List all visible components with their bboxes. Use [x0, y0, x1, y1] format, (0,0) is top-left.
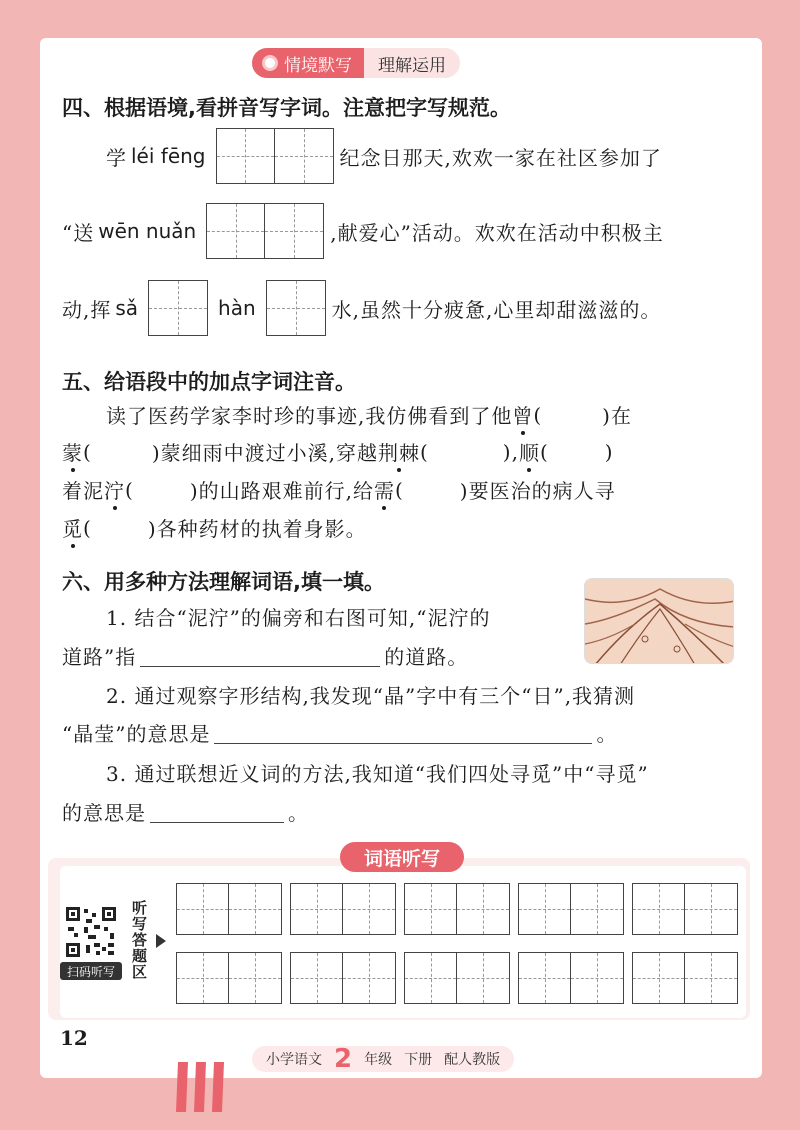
arrow-right-icon [156, 934, 166, 948]
section5-heading: 五、给语段中的加点字词注音。 [62, 370, 356, 394]
text: “送 [62, 220, 95, 245]
q2-line1: 2. 通过观察字形结构,我发现“晶”字中有三个“日”,我猜测 [106, 684, 636, 708]
paren: ( [533, 402, 543, 427]
tab-label: 理解运用 [378, 55, 446, 76]
answer-line[interactable] [140, 645, 380, 667]
answer-grid[interactable] [206, 203, 324, 259]
q3-line2 [62, 797, 309, 826]
section4-heading: 四、根据语境,看拼音写字词。注意把字写规范。 [62, 96, 511, 120]
paren: ( [394, 477, 404, 502]
dictation-grid[interactable] [404, 952, 510, 1004]
dictation-tab[interactable]: 词语听写 [340, 842, 464, 872]
text: 的道路。 [384, 645, 469, 669]
answer-grid[interactable] [266, 280, 326, 336]
text: 的意思是 [62, 801, 146, 825]
tab-label: 情境默写 [284, 55, 352, 76]
dotted-char: 顺 [519, 437, 540, 466]
dotted-char: 曾 [512, 400, 533, 429]
footer-subject: 小学语文 [266, 1052, 322, 1068]
text: 读了医药学家李时珍的事迹,我仿佛看到了他 [106, 404, 513, 428]
text: 纪念日那天,欢欢一家在社区参加了 [339, 145, 662, 170]
footer-label [252, 1046, 514, 1072]
top-tabs [252, 48, 460, 78]
decorative-bars [174, 1062, 228, 1112]
dictation-grid[interactable] [518, 883, 624, 935]
dictation-area-label: 听写答题区 [132, 899, 148, 981]
paren: ( [83, 515, 92, 540]
text: )各种药材的执着身影。 [147, 517, 367, 541]
dictation-grid[interactable] [404, 883, 510, 935]
text: 。 [288, 801, 309, 825]
section5-line4 [62, 513, 367, 542]
dotted-char: 需 [374, 475, 395, 504]
text: 。 [596, 722, 618, 746]
pinyin: sǎ [115, 296, 139, 320]
paren: ( [83, 439, 92, 464]
text: ,献爱心”活动。欢欢在活动中积极主 [330, 220, 664, 245]
dotted-char: 泞 [104, 475, 125, 504]
page-number: 12 [60, 1026, 88, 1050]
pinyin: hàn [218, 296, 256, 320]
dictation-grid[interactable] [632, 952, 738, 1004]
section4-line3 [62, 280, 661, 336]
paren: ( [125, 477, 134, 502]
footer-grade-suffix: 年级 [364, 1052, 393, 1068]
dictation-grid[interactable] [176, 883, 282, 935]
text: ), [502, 439, 519, 464]
q1-line1: 1. 结合“泥泞”的偏旁和右图可知,“泥泞的 [106, 606, 491, 630]
dotted-char: 觅 [62, 513, 83, 542]
tab-understanding[interactable] [364, 48, 460, 78]
qr-code-icon[interactable] [64, 905, 118, 959]
scan-label[interactable]: 扫码听写 [60, 962, 122, 980]
section6-heading: 六、用多种方法理解词语,填一填。 [62, 570, 385, 594]
tab-situational-dictation[interactable] [252, 48, 364, 78]
answer-grid[interactable] [216, 128, 334, 184]
pinyin: wēn nuǎn [98, 219, 197, 243]
text: 动,挥 [62, 297, 112, 322]
paren: ( [419, 439, 429, 464]
text: 着 [62, 479, 83, 503]
answer-line[interactable] [150, 801, 284, 823]
text: )要医治的病人寻 [459, 479, 616, 503]
dictation-grid[interactable] [632, 883, 738, 935]
section4-line1 [62, 128, 662, 184]
dictation-grid[interactable] [176, 952, 282, 1004]
section4-line2 [62, 203, 664, 259]
q2-line2 [62, 718, 617, 747]
text: 水,虽然十分疲惫,心里却甜滋滋的。 [331, 297, 662, 322]
section5-line3 [62, 475, 616, 504]
muddy-road-illustration [584, 578, 734, 664]
footer-grade: 2 [334, 1044, 353, 1074]
q1-line2 [62, 641, 468, 670]
text: )在 [602, 404, 632, 428]
answer-grid[interactable] [148, 280, 208, 336]
dotted-char: 蒙 [62, 437, 83, 466]
text: )蒙细雨中渡过小溪,穿越 [151, 441, 378, 465]
paren: ) [604, 439, 614, 464]
section5-line2 [62, 437, 614, 466]
text: )的山路艰难前行,给 [189, 479, 374, 503]
text: 道路”指 [62, 645, 137, 669]
dictation-grid[interactable] [290, 883, 396, 935]
dictation-grid[interactable] [290, 952, 396, 1004]
answer-line[interactable] [214, 722, 592, 744]
pinyin: léi fēng [131, 144, 206, 168]
flower-icon [262, 55, 278, 71]
footer-volume: 下册 [404, 1052, 433, 1068]
paren: ( [539, 439, 549, 464]
dotted-char: 荆棘 [378, 437, 420, 466]
footer-edition: 配人教版 [444, 1052, 501, 1068]
dictation-grid[interactable] [518, 952, 624, 1004]
text: “晶莹”的意思是 [62, 722, 211, 746]
text: 泥 [83, 479, 104, 503]
text: 学 [106, 145, 127, 170]
section5-line1 [62, 400, 632, 429]
q3-line1: 3. 通过联想近义词的方法,我知道“我们四处寻觅”中“寻觅” [106, 762, 649, 786]
